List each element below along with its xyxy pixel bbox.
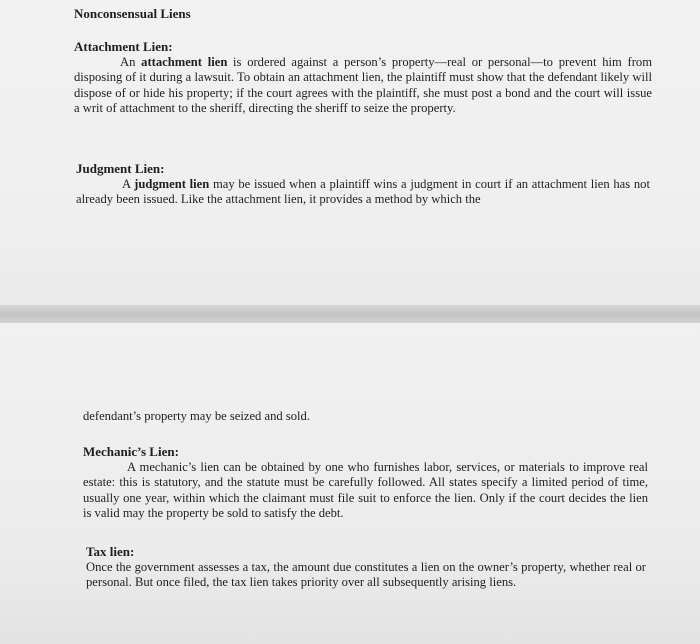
document-title: Nonconsensual Liens [74, 6, 191, 21]
page-bottom [0, 323, 700, 644]
page-top [0, 0, 700, 305]
page-gap [0, 305, 700, 323]
tax-lien-heading: Tax lien: [86, 544, 135, 559]
judgment-lien-heading: Judgment Lien: [76, 161, 165, 176]
judgment-lien-section [76, 161, 650, 208]
attachment-lien-paragraph [74, 55, 652, 117]
attachment-lien-section [74, 39, 652, 117]
continuation-text [83, 409, 648, 425]
judgment-lead: A [122, 176, 135, 191]
attachment-body: is ordered against a person’s property—real or personal—to prevent him from disposing of it during a lawsuit. To obtain an attachment lien, the plaintiff must show that the defendant likely will dispose of or hide his property; if the court agrees with the plaintiff, she must post a bond and the court will issue a writ of attachment to the sheriff, directing the sheriff to seize the property. [74, 54, 653, 115]
judgment-term: judgment lien [134, 176, 210, 191]
mechanics-lien-heading: Mechanic’s Lien: [83, 444, 179, 459]
mechanics-lien-paragraph: A mechanic’s lien can be obtained by one who furnishes labor, services, or materials to improve real estate: this is statutory, and the statute must be carefully followed. All states specify a limited period of time, usually one year, within which the claimant must file suit to enforce the lien. Only if the court decides the lien is valid may the property be sold to satisfy the debt. [83, 459, 648, 520]
attachment-lead: An [120, 54, 142, 69]
attachment-lien-heading: Attachment Lien: [74, 39, 173, 54]
judgment-body: may be issued when a plaintiff wins a judgment in court if an attachment lien has not already been issued. Like the attachment lien, it provides a method by which the [76, 176, 650, 206]
tax-lien-section [86, 544, 646, 591]
attachment-term: attachment lien [141, 54, 228, 69]
mechanics-lien-section [83, 444, 648, 522]
judgment-lien-paragraph [76, 177, 650, 208]
tax-lien-paragraph: Once the government assesses a tax, the amount due constitutes a lien on the owner’s property, whether real or personal. But once filed, the tax lien takes priority over all subsequently arising liens. [86, 559, 646, 589]
continuation-paragraph: defendant’s property may be seized and sold. [83, 409, 310, 423]
